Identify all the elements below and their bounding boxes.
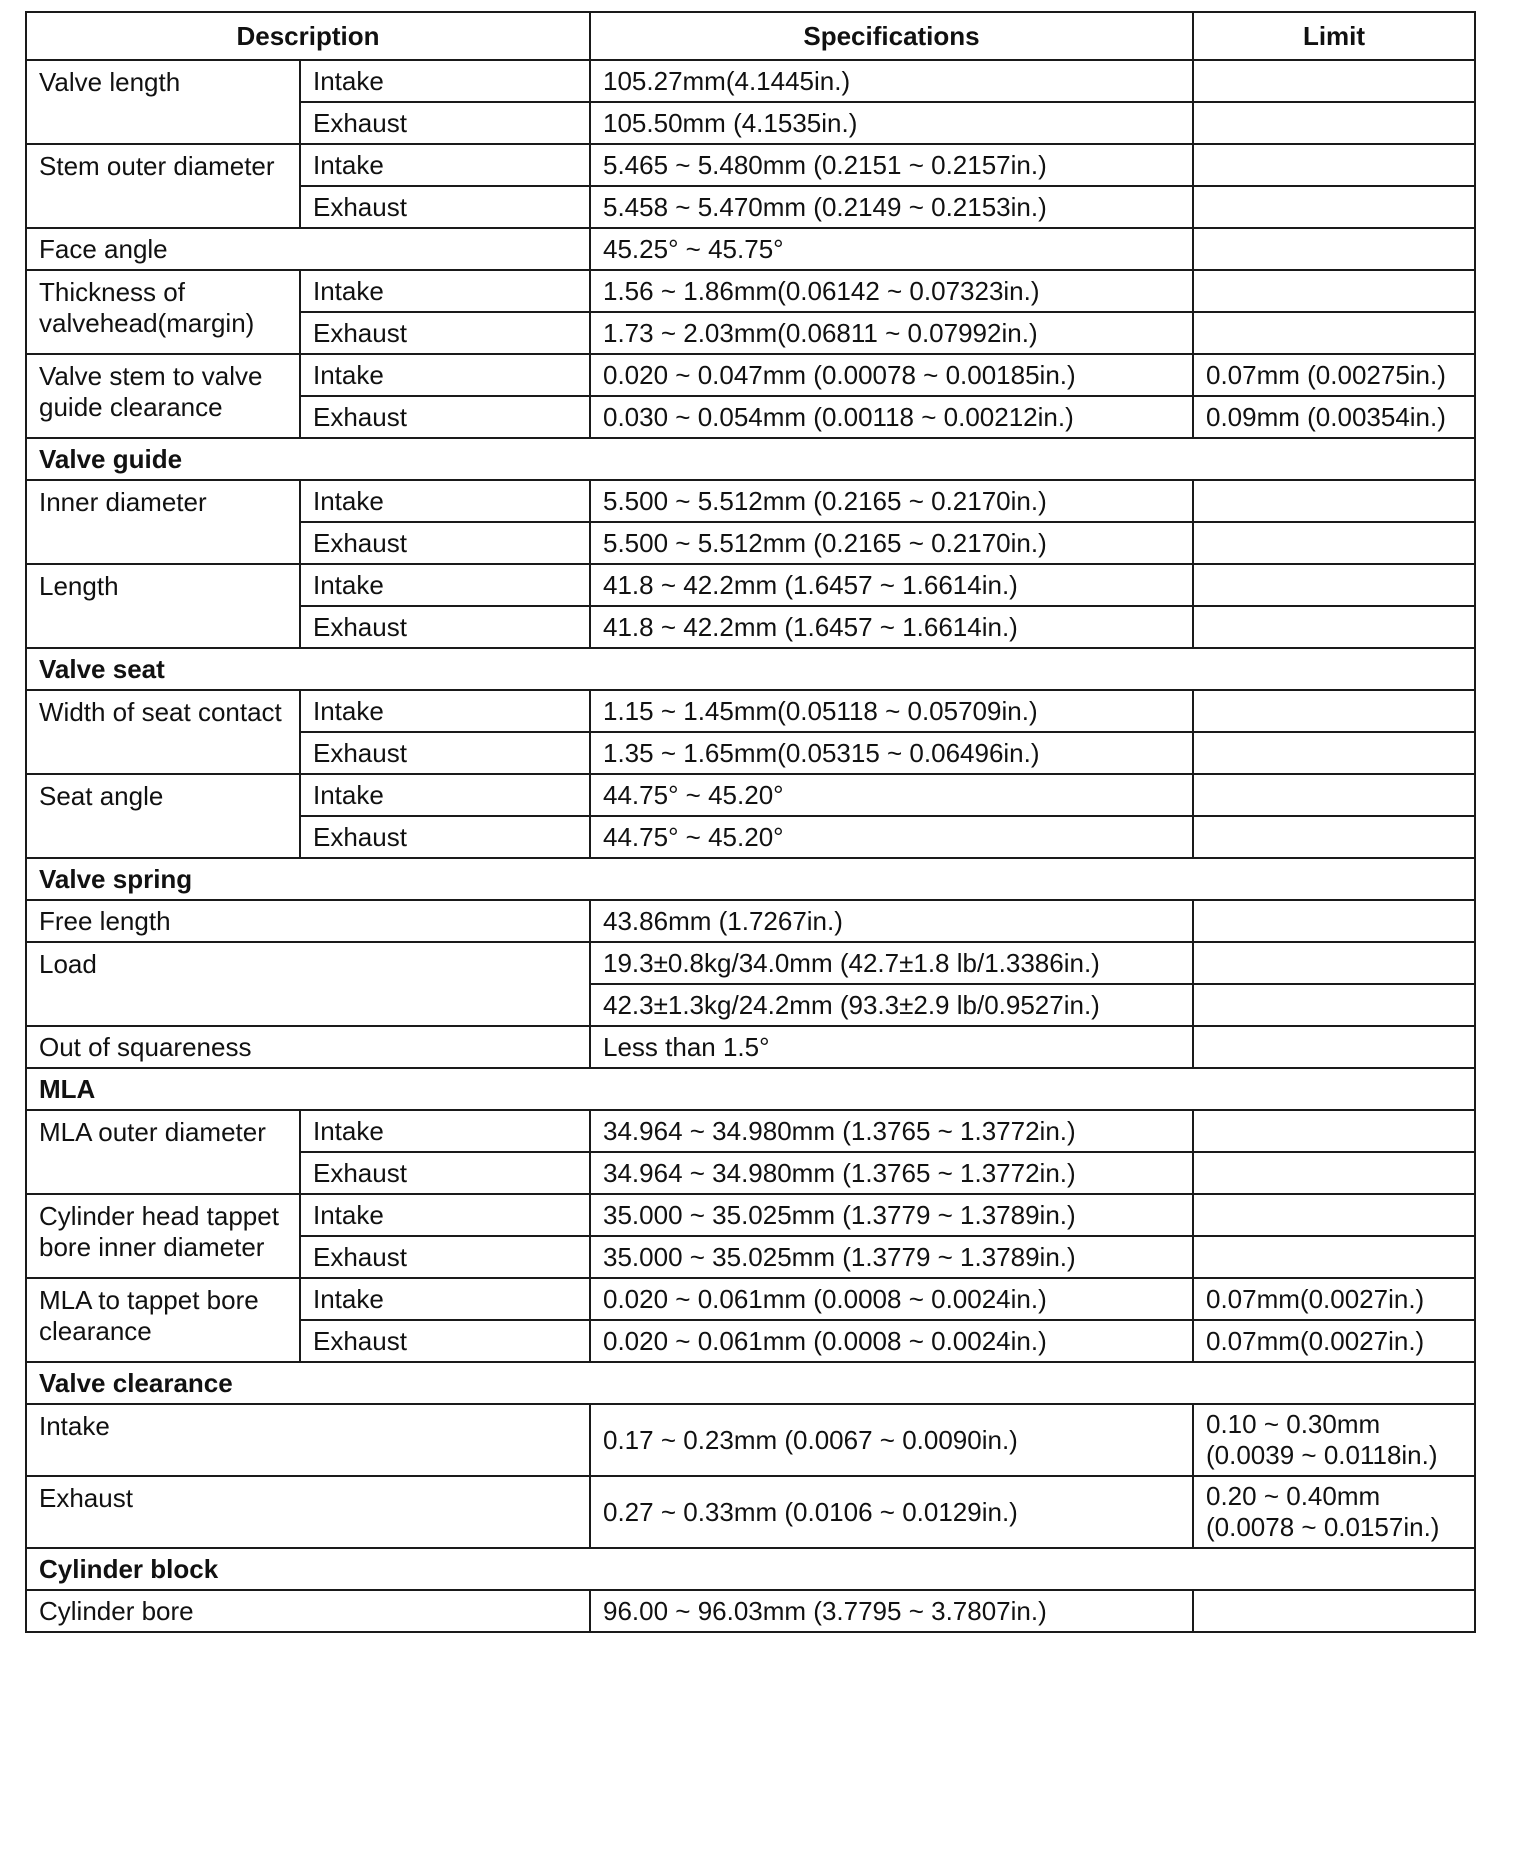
spec-value: 44.75° ~ 45.20° [590,816,1193,858]
row-label: Exhaust [26,1476,590,1548]
section-title: MLA [26,1068,1475,1110]
spec-value: 19.3±0.8kg/34.0mm (42.7±1.8 lb/1.3386in.) [590,942,1193,984]
limit-value [1193,816,1475,858]
header-description: Description [26,12,590,60]
spec-value: 5.500 ~ 5.512mm (0.2165 ~ 0.2170in.) [590,522,1193,564]
spec-table [25,11,1476,1633]
spec-value: 105.27mm(4.1445in.) [590,60,1193,102]
table-row [26,228,1475,270]
spec-value: 0.020 ~ 0.061mm (0.0008 ~ 0.0024in.) [590,1320,1193,1362]
limit-value [1193,60,1475,102]
table-row [26,1404,1475,1476]
row-sub-label: Exhaust [300,102,590,144]
section-title: Cylinder block [26,1548,1475,1590]
limit-value [1193,1026,1475,1068]
table-row [26,690,1475,732]
table-row [26,60,1475,102]
spec-value: 41.8 ~ 42.2mm (1.6457 ~ 1.6614in.) [590,564,1193,606]
spec-value: 43.86mm (1.7267in.) [590,900,1193,942]
row-sub-label: Intake [300,60,590,102]
section-title: Valve spring [26,858,1475,900]
table-row [26,774,1475,816]
table-row [26,1278,1475,1320]
limit-value: 0.07mm(0.0027in.) [1193,1278,1475,1320]
table-row [26,1110,1475,1152]
limit-value: 0.09mm (0.00354in.) [1193,396,1475,438]
row-sub-label: Intake [300,1110,590,1152]
spec-value: 0.020 ~ 0.047mm (0.00078 ~ 0.00185in.) [590,354,1193,396]
row-label: Valve stem to valve guide clearance [26,354,300,438]
limit-value [1193,1590,1475,1632]
limit-value [1193,186,1475,228]
table-row [26,1194,1475,1236]
spec-value: 0.030 ~ 0.054mm (0.00118 ~ 0.00212in.) [590,396,1193,438]
spec-value: 0.27 ~ 0.33mm (0.0106 ~ 0.0129in.) [590,1476,1193,1548]
row-label: Free length [26,900,590,942]
row-label: MLA to tappet bore clearance [26,1278,300,1362]
row-sub-label: Intake [300,144,590,186]
header-row [26,12,1475,60]
spec-value: 5.465 ~ 5.480mm (0.2151 ~ 0.2157in.) [590,144,1193,186]
row-label: Face angle [26,228,590,270]
row-label: Valve length [26,60,300,144]
row-sub-label: Exhaust [300,1320,590,1362]
limit-value [1193,228,1475,270]
section-title: Valve clearance [26,1362,1475,1404]
limit-value [1193,144,1475,186]
header-specifications: Specifications [590,12,1193,60]
spec-value: 44.75° ~ 45.20° [590,774,1193,816]
table-row [26,480,1475,522]
limit-value [1193,1236,1475,1278]
spec-value: 35.000 ~ 35.025mm (1.3779 ~ 1.3789in.) [590,1236,1193,1278]
table-row [26,1026,1475,1068]
spec-value: 96.00 ~ 96.03mm (3.7795 ~ 3.7807in.) [590,1590,1193,1632]
spec-value: 34.964 ~ 34.980mm (1.3765 ~ 1.3772in.) [590,1152,1193,1194]
section-row [26,648,1475,690]
table-row [26,1476,1475,1548]
spec-value: 45.25° ~ 45.75° [590,228,1193,270]
limit-value [1193,1194,1475,1236]
row-sub-label: Exhaust [300,816,590,858]
row-label: Cylinder bore [26,1590,590,1632]
table-row [26,900,1475,942]
spec-table-body [26,60,1475,1632]
spec-value: 5.458 ~ 5.470mm (0.2149 ~ 0.2153in.) [590,186,1193,228]
table-row [26,564,1475,606]
limit-value [1193,1110,1475,1152]
spec-value: 34.964 ~ 34.980mm (1.3765 ~ 1.3772in.) [590,1110,1193,1152]
limit-value [1193,1152,1475,1194]
limit-value [1193,312,1475,354]
limit-value [1193,984,1475,1026]
limit-value [1193,900,1475,942]
row-sub-label: Intake [300,354,590,396]
spec-value: 41.8 ~ 42.2mm (1.6457 ~ 1.6614in.) [590,606,1193,648]
section-row [26,1548,1475,1590]
limit-value [1193,942,1475,984]
limit-value [1193,606,1475,648]
row-sub-label: Intake [300,690,590,732]
spec-value: 105.50mm (4.1535in.) [590,102,1193,144]
row-label: Out of squareness [26,1026,590,1068]
header-limit: Limit [1193,12,1475,60]
row-sub-label: Exhaust [300,186,590,228]
row-sub-label: Intake [300,480,590,522]
section-row [26,858,1475,900]
limit-value: 0.20 ~ 0.40mm (0.0078 ~ 0.0157in.) [1193,1476,1475,1548]
spec-value: 1.73 ~ 2.03mm(0.06811 ~ 0.07992in.) [590,312,1193,354]
limit-value: 0.07mm(0.0027in.) [1193,1320,1475,1362]
spec-value: 42.3±1.3kg/24.2mm (93.3±2.9 lb/0.9527in.) [590,984,1193,1026]
section-title: Valve seat [26,648,1475,690]
limit-value [1193,774,1475,816]
spec-value: 1.35 ~ 1.65mm(0.05315 ~ 0.06496in.) [590,732,1193,774]
spec-value: 5.500 ~ 5.512mm (0.2165 ~ 0.2170in.) [590,480,1193,522]
spec-value: Less than 1.5° [590,1026,1193,1068]
spec-value: 1.15 ~ 1.45mm(0.05118 ~ 0.05709in.) [590,690,1193,732]
row-sub-label: Exhaust [300,396,590,438]
table-row [26,1590,1475,1632]
row-label: Stem outer diameter [26,144,300,228]
section-title: Valve guide [26,438,1475,480]
row-sub-label: Exhaust [300,1236,590,1278]
row-label: Length [26,564,300,648]
row-sub-label: Exhaust [300,312,590,354]
row-label: MLA outer diameter [26,1110,300,1194]
table-row [26,270,1475,312]
row-sub-label: Exhaust [300,1152,590,1194]
spec-value: 0.020 ~ 0.061mm (0.0008 ~ 0.0024in.) [590,1278,1193,1320]
limit-value [1193,732,1475,774]
spec-value: 1.56 ~ 1.86mm(0.06142 ~ 0.07323in.) [590,270,1193,312]
row-label: Seat angle [26,774,300,858]
limit-value [1193,102,1475,144]
row-sub-label: Intake [300,564,590,606]
limit-value [1193,270,1475,312]
row-sub-label: Intake [300,270,590,312]
row-label: Thickness of valvehead(margin) [26,270,300,354]
table-row [26,144,1475,186]
spec-value: 35.000 ~ 35.025mm (1.3779 ~ 1.3789in.) [590,1194,1193,1236]
section-row [26,1362,1475,1404]
table-row [26,942,1475,984]
limit-value: 0.07mm (0.00275in.) [1193,354,1475,396]
spec-value: 0.17 ~ 0.23mm (0.0067 ~ 0.0090in.) [590,1404,1193,1476]
row-sub-label: Exhaust [300,732,590,774]
row-sub-label: Intake [300,774,590,816]
section-row [26,438,1475,480]
limit-value [1193,690,1475,732]
row-label: Intake [26,1404,590,1476]
limit-value: 0.10 ~ 0.30mm (0.0039 ~ 0.0118in.) [1193,1404,1475,1476]
limit-value [1193,564,1475,606]
limit-value [1193,480,1475,522]
section-row [26,1068,1475,1110]
row-label: Cylinder head tappet bore inner diameter [26,1194,300,1278]
row-label: Width of seat contact [26,690,300,774]
limit-value [1193,522,1475,564]
row-label: Inner diameter [26,480,300,564]
table-row [26,354,1475,396]
row-label: Load [26,942,590,1026]
row-sub-label: Exhaust [300,522,590,564]
row-sub-label: Exhaust [300,606,590,648]
row-sub-label: Intake [300,1194,590,1236]
row-sub-label: Intake [300,1278,590,1320]
